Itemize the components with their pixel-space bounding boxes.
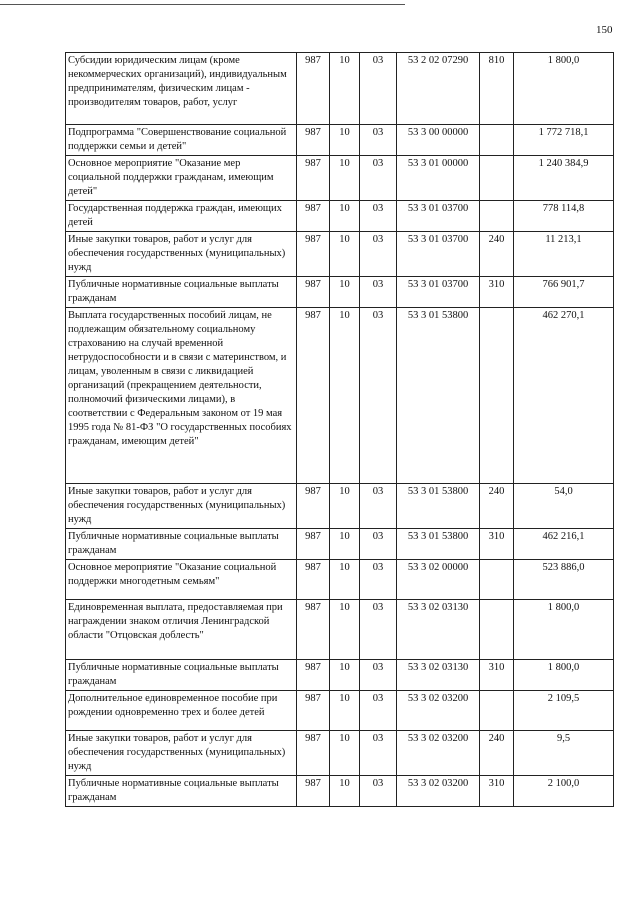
table-row-subsection: 03	[360, 600, 397, 660]
table-row-subsection: 03	[360, 484, 397, 529]
table-row-subsection: 03	[360, 691, 397, 731]
table-row-amount: 1 240 384,9	[514, 156, 614, 201]
table-row-expense-type: 810	[480, 53, 514, 125]
table-row-expense-type	[480, 201, 514, 232]
table-row-grbs: 987	[297, 53, 330, 125]
table-row-expense-type: 310	[480, 660, 514, 691]
table-row-grbs: 987	[297, 308, 330, 484]
table-row-name: Публичные нормативные социальные выплаты гражданам	[66, 660, 297, 691]
table-row-subsection: 03	[360, 560, 397, 600]
table-row-grbs: 987	[297, 484, 330, 529]
budget-table	[65, 52, 614, 807]
table-row-name: Подпрограмма "Совершенствование социальной поддержки семьи и детей"	[66, 125, 297, 156]
table-row	[66, 660, 614, 691]
top-rule	[0, 4, 405, 5]
table-row	[66, 560, 614, 600]
table-row-amount: 11 213,1	[514, 232, 614, 277]
table-row	[66, 201, 614, 232]
table-row-section: 10	[330, 125, 360, 156]
table-row-subsection: 03	[360, 156, 397, 201]
table-row-section: 10	[330, 660, 360, 691]
table-row-target-code: 53 3 01 53800	[397, 308, 480, 484]
table-row-section: 10	[330, 600, 360, 660]
table-row-amount: 778 114,8	[514, 201, 614, 232]
table-row-section: 10	[330, 156, 360, 201]
table-row-target-code: 53 3 00 00000	[397, 125, 480, 156]
table-row-target-code: 53 3 02 00000	[397, 560, 480, 600]
table-row-grbs: 987	[297, 201, 330, 232]
table-row-target-code: 53 3 02 03130	[397, 660, 480, 691]
table-row-grbs: 987	[297, 277, 330, 308]
table-row-name: Основное мероприятие "Оказание социальной поддержки многодетным семьям"	[66, 560, 297, 600]
table-row	[66, 53, 614, 125]
table-row-target-code: 53 2 02 07290	[397, 53, 480, 125]
table-row-name: Основное мероприятие "Оказание мер социальной поддержки гражданам, имеющим детей"	[66, 156, 297, 201]
table-row-section: 10	[330, 232, 360, 277]
table-row-amount: 9,5	[514, 731, 614, 776]
table-row-subsection: 03	[360, 731, 397, 776]
table-row-amount: 2 109,5	[514, 691, 614, 731]
table-row-expense-type: 310	[480, 776, 514, 807]
table-row-section: 10	[330, 731, 360, 776]
table-row-section: 10	[330, 277, 360, 308]
table-row-section: 10	[330, 529, 360, 560]
table-row-name: Иные закупки товаров, работ и услуг для обеспечения государственных (муниципальных) нужд	[66, 484, 297, 529]
table-row-target-code: 53 3 02 03200	[397, 731, 480, 776]
table-row-target-code: 53 3 01 00000	[397, 156, 480, 201]
table-row-subsection: 03	[360, 776, 397, 807]
table-row-name: Дополнительное единовременное пособие при рождении одновременно трех и более детей	[66, 691, 297, 731]
table-row-target-code: 53 3 01 03700	[397, 232, 480, 277]
table-row-expense-type	[480, 560, 514, 600]
table-row	[66, 277, 614, 308]
table-row-amount: 523 886,0	[514, 560, 614, 600]
table-row-amount: 462 216,1	[514, 529, 614, 560]
table-row-grbs: 987	[297, 560, 330, 600]
table-row	[66, 600, 614, 660]
table-row-grbs: 987	[297, 232, 330, 277]
table-row	[66, 484, 614, 529]
table-row-grbs: 987	[297, 125, 330, 156]
table-row-name: Выплата государственных пособий лицам, не подлежащим обязательному социальному страхованию на случай временной нетрудоспособности и в связи с материнством, и лицам, уволенным в связи с ликвидацией организаций (прекращением деятельности, полномочий физическими лицами), в соответствии с Федеральным законом от 19 мая 1995 года № 81-ФЗ "О государственных пособиях гражданам, имеющим детей"	[66, 308, 297, 484]
table-row-name: Иные закупки товаров, работ и услуг для обеспечения государственных (муниципальных) нужд	[66, 731, 297, 776]
table-row-grbs: 987	[297, 691, 330, 731]
table-row-expense-type	[480, 308, 514, 484]
table-row-amount: 1 800,0	[514, 53, 614, 125]
table-row-subsection: 03	[360, 53, 397, 125]
table-row	[66, 776, 614, 807]
table-row-target-code: 53 3 01 03700	[397, 277, 480, 308]
table-row-expense-type	[480, 125, 514, 156]
table-row-name: Единовременная выплата, предоставляемая при награждении знаком отличия Ленинградской области "Отцовская доблесть"	[66, 600, 297, 660]
page-number: 150	[596, 24, 613, 36]
table-row-expense-type	[480, 691, 514, 731]
table-row-expense-type	[480, 156, 514, 201]
table-row-grbs: 987	[297, 776, 330, 807]
table-row-name: Субсидии юридическим лицам (кроме некоммерческих организаций), индивидуальным предпринимателям, физическим лицам - производителям товаров, работ, услуг	[66, 53, 297, 125]
table-row-expense-type: 240	[480, 484, 514, 529]
table-row-section: 10	[330, 560, 360, 600]
table-row-name: Публичные нормативные социальные выплаты гражданам	[66, 529, 297, 560]
table-row-section: 10	[330, 201, 360, 232]
table-row-name: Иные закупки товаров, работ и услуг для обеспечения государственных (муниципальных) нужд	[66, 232, 297, 277]
table-row-name: Государственная поддержка граждан, имеющих детей	[66, 201, 297, 232]
table-row-name: Публичные нормативные социальные выплаты гражданам	[66, 776, 297, 807]
table-row-grbs: 987	[297, 660, 330, 691]
table-row-subsection: 03	[360, 201, 397, 232]
table-row-grbs: 987	[297, 731, 330, 776]
table-row-section: 10	[330, 308, 360, 484]
table-row-amount: 766 901,7	[514, 277, 614, 308]
table-row-subsection: 03	[360, 277, 397, 308]
table-row	[66, 691, 614, 731]
table-row-target-code: 53 3 01 03700	[397, 201, 480, 232]
table-row-target-code: 53 3 01 53800	[397, 484, 480, 529]
table-row-name: Публичные нормативные социальные выплаты гражданам	[66, 277, 297, 308]
table-row	[66, 232, 614, 277]
table-row-expense-type: 240	[480, 731, 514, 776]
table-row-section: 10	[330, 691, 360, 731]
table-row-amount: 2 100,0	[514, 776, 614, 807]
table-row-target-code: 53 3 01 53800	[397, 529, 480, 560]
table-row-target-code: 53 3 02 03200	[397, 691, 480, 731]
table-row	[66, 156, 614, 201]
table-row-target-code: 53 3 02 03200	[397, 776, 480, 807]
table-row-section: 10	[330, 776, 360, 807]
table-row-expense-type: 240	[480, 232, 514, 277]
table-row-grbs: 987	[297, 600, 330, 660]
table-row-section: 10	[330, 484, 360, 529]
table-row-expense-type	[480, 600, 514, 660]
table-row-amount: 54,0	[514, 484, 614, 529]
table-row-section: 10	[330, 53, 360, 125]
table-row-grbs: 987	[297, 529, 330, 560]
table-row-amount: 462 270,1	[514, 308, 614, 484]
table-row	[66, 731, 614, 776]
table-row-expense-type: 310	[480, 277, 514, 308]
table-row-expense-type: 310	[480, 529, 514, 560]
table-row-amount: 1 800,0	[514, 600, 614, 660]
table-row-subsection: 03	[360, 125, 397, 156]
table-row-target-code: 53 3 02 03130	[397, 600, 480, 660]
table-row	[66, 125, 614, 156]
table-row-amount: 1 800,0	[514, 660, 614, 691]
table-row	[66, 308, 614, 484]
table-row-amount: 1 772 718,1	[514, 125, 614, 156]
table-row-grbs: 987	[297, 156, 330, 201]
table-row-subsection: 03	[360, 529, 397, 560]
table-row-subsection: 03	[360, 660, 397, 691]
table-row	[66, 529, 614, 560]
table-row-subsection: 03	[360, 232, 397, 277]
table-row-subsection: 03	[360, 308, 397, 484]
